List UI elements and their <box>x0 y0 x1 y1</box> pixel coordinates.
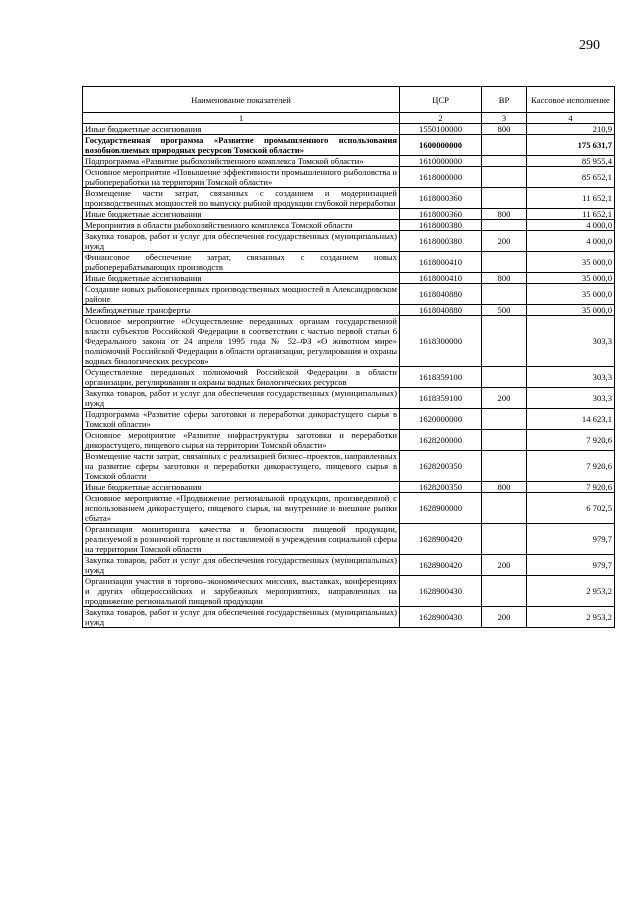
column-number-row <box>83 113 615 124</box>
row-name: Основное мероприятие «Продвижение региональной продукции, произведенной с использованием дикорастущего, пищевого сырья, на внутренние и внешние рынки сбыта» <box>83 493 400 524</box>
row-name: Иные бюджетные ассигнования <box>83 124 400 135</box>
row-csr: 1618000380 <box>400 220 482 231</box>
row-amount: 35 000,0 <box>527 252 615 273</box>
row-amount: 4 000,0 <box>527 231 615 252</box>
table-row <box>83 273 615 284</box>
row-vr: 200 <box>482 231 527 252</box>
row-csr: 1618000000 <box>400 167 482 188</box>
row-amount: 4 000,0 <box>527 220 615 231</box>
table-row <box>83 493 615 524</box>
row-csr: 1628900420 <box>400 524 482 555</box>
row-csr: 1618040880 <box>400 284 482 305</box>
table-row <box>83 409 615 430</box>
row-csr: 1600000000 <box>400 135 482 156</box>
row-amount: 6 702,5 <box>527 493 615 524</box>
table-row <box>83 388 615 409</box>
table-row <box>83 124 615 135</box>
table-row <box>83 252 615 273</box>
row-vr: 200 <box>482 555 527 576</box>
row-name: Создание новых рыбоконсервных производственных мощностей в Александровском районе <box>83 284 400 305</box>
page-number: 290 <box>579 38 600 53</box>
row-csr: 1628900420 <box>400 555 482 576</box>
row-vr: 800 <box>482 209 527 220</box>
table-row <box>83 316 615 367</box>
row-vr <box>482 220 527 231</box>
row-csr: 1550100000 <box>400 124 482 135</box>
row-name: Основное мероприятие «Повышение эффективности промышленного рыболовства и рыбопереработки на территории Томской области» <box>83 167 400 188</box>
row-amount: 35 000,0 <box>527 273 615 284</box>
row-amount: 7 920,6 <box>527 451 615 482</box>
budget-table <box>82 86 615 628</box>
row-csr: 1618359100 <box>400 367 482 388</box>
row-name: Финансовое обеспечение затрат, связанных с созданием новых рыбоперерабатывающих производств <box>83 252 400 273</box>
row-csr: 1618000360 <box>400 188 482 209</box>
row-vr <box>482 576 527 607</box>
row-csr: 1628900430 <box>400 607 482 628</box>
row-amount: 210,9 <box>527 124 615 135</box>
row-name: Мероприятия в области рыбохозяйственного комплекса Томской области <box>83 220 400 231</box>
row-vr: 800 <box>482 124 527 135</box>
table-row <box>83 284 615 305</box>
row-amount: 979,7 <box>527 524 615 555</box>
row-csr: 1628900000 <box>400 493 482 524</box>
row-name: Подпрограмма «Развитие рыбохозяйственного комплекса Томской области» <box>83 156 400 167</box>
row-amount: 35 000,0 <box>527 305 615 316</box>
row-vr <box>482 316 527 367</box>
row-name: Возмещение части затрат, связанных с созданием и модернизацией производственных мощностей по выпуску рыбной продукции глубокой переработки <box>83 188 400 209</box>
row-amount: 7 920,6 <box>527 430 615 451</box>
row-vr <box>482 167 527 188</box>
row-vr <box>482 493 527 524</box>
table-row <box>83 188 615 209</box>
row-csr: 1618000410 <box>400 273 482 284</box>
row-csr: 1628900430 <box>400 576 482 607</box>
row-amount: 11 652,1 <box>527 209 615 220</box>
row-amount: 14 623,1 <box>527 409 615 430</box>
row-amount: 2 953,2 <box>527 607 615 628</box>
table-row <box>83 167 615 188</box>
row-name: Государственная программа «Развитие промышленного использования возобновляемых природных ресурсов Томской области» <box>83 135 400 156</box>
table-row <box>83 135 615 156</box>
row-vr: 200 <box>482 607 527 628</box>
header-vr: ВР <box>482 87 527 113</box>
row-csr: 1618000360 <box>400 209 482 220</box>
header-amount: Кассовое исполнение <box>527 87 615 113</box>
column-number: 3 <box>482 113 527 124</box>
row-vr <box>482 156 527 167</box>
row-csr: 1618359100 <box>400 388 482 409</box>
row-vr: 500 <box>482 305 527 316</box>
header-name: Наименование показателей <box>83 87 400 113</box>
row-csr: 1618040880 <box>400 305 482 316</box>
table-row <box>83 305 615 316</box>
column-number: 4 <box>527 113 615 124</box>
row-name: Основное мероприятие «Развитие инфраструктуры заготовки и переработки дикорастущего, пищевого сырья на территории Томской области» <box>83 430 400 451</box>
row-name: Закупка товаров, работ и услуг для обеспечения государственных (муниципальных) нужд <box>83 607 400 628</box>
row-name: Межбюджетные трансферты <box>83 305 400 316</box>
row-amount: 175 631,7 <box>527 135 615 156</box>
row-amount: 2 953,2 <box>527 576 615 607</box>
row-name: Организация участия в торгово–экономических миссиях, выставках, конференциях и других общероссийских и зарубежных мероприятиях, направленных на продвижение региональной пищевой продукции <box>83 576 400 607</box>
row-name: Подпрограмма «Развитие сферы заготовки и переработки дикорастущего сырья в Томской области» <box>83 409 400 430</box>
row-vr: 800 <box>482 482 527 493</box>
row-name: Закупка товаров, работ и услуг для обеспечения государственных (муниципальных) нужд <box>83 231 400 252</box>
table-row <box>83 231 615 252</box>
table-row <box>83 555 615 576</box>
row-name: Закупка товаров, работ и услуг для обеспечения государственных (муниципальных) нужд <box>83 555 400 576</box>
row-amount: 303,3 <box>527 367 615 388</box>
row-csr: 1618000410 <box>400 252 482 273</box>
row-name: Иные бюджетные ассигнования <box>83 273 400 284</box>
row-vr <box>482 430 527 451</box>
row-csr: 1618000380 <box>400 231 482 252</box>
table-row <box>83 607 615 628</box>
row-amount: 979,7 <box>527 555 615 576</box>
row-vr <box>482 135 527 156</box>
row-vr: 200 <box>482 388 527 409</box>
row-name: Организация мониторинга качества и безопасности пищевой продукции, реализуемой в розничной торговле и поставляемой в учреждения социальной сферы на территории Томской области <box>83 524 400 555</box>
row-csr: 1620000000 <box>400 409 482 430</box>
row-vr <box>482 524 527 555</box>
table-row <box>83 430 615 451</box>
row-amount: 11 652,1 <box>527 188 615 209</box>
header-row <box>83 87 615 113</box>
row-vr <box>482 409 527 430</box>
column-number: 2 <box>400 113 482 124</box>
row-amount: 7 920,6 <box>527 482 615 493</box>
row-amount: 35 000,0 <box>527 284 615 305</box>
row-vr <box>482 188 527 209</box>
table-row <box>83 576 615 607</box>
row-vr <box>482 451 527 482</box>
row-name: Закупка товаров, работ и услуг для обеспечения государственных (муниципальных) нужд <box>83 388 400 409</box>
row-amount: 85 955,4 <box>527 156 615 167</box>
row-amount: 303,3 <box>527 388 615 409</box>
row-csr: 1628200350 <box>400 451 482 482</box>
row-name: Иные бюджетные ассигнования <box>83 482 400 493</box>
table-row <box>83 367 615 388</box>
row-vr <box>482 252 527 273</box>
row-amount: 303,3 <box>527 316 615 367</box>
table-row <box>83 524 615 555</box>
row-vr: 800 <box>482 273 527 284</box>
table-row <box>83 482 615 493</box>
row-name: Возмещение части затрат, связанных с реализацией бизнес–проектов, направленных на развитие сферы заготовки и переработки дикорастущего, пищевого сырья в Томской области <box>83 451 400 482</box>
row-name: Основное мероприятие «Осуществление переданных органам государственной власти субъектов Российской Федерации в соответствии с частью первой статьи 6 Федерального закона от 24 апреля 1995 года № 52–ФЗ «О животном мире» полномочий Российской Федерации в области организации, регулирования и охраны водных биологических ресурсов» <box>83 316 400 367</box>
row-csr: 1628200350 <box>400 482 482 493</box>
row-csr: 1610000000 <box>400 156 482 167</box>
header-csr: ЦСР <box>400 87 482 113</box>
row-csr: 1628200000 <box>400 430 482 451</box>
row-name: Иные бюджетные ассигнования <box>83 209 400 220</box>
row-vr <box>482 367 527 388</box>
row-csr: 1618300000 <box>400 316 482 367</box>
table-row <box>83 451 615 482</box>
row-vr <box>482 284 527 305</box>
column-number: 1 <box>83 113 400 124</box>
table-row <box>83 220 615 231</box>
row-amount: 85 652,1 <box>527 167 615 188</box>
table-row <box>83 156 615 167</box>
table-row <box>83 209 615 220</box>
row-name: Осуществление переданных полномочий Российской Федерации в области организации, регулирования и охраны водных биологических ресурсов <box>83 367 400 388</box>
